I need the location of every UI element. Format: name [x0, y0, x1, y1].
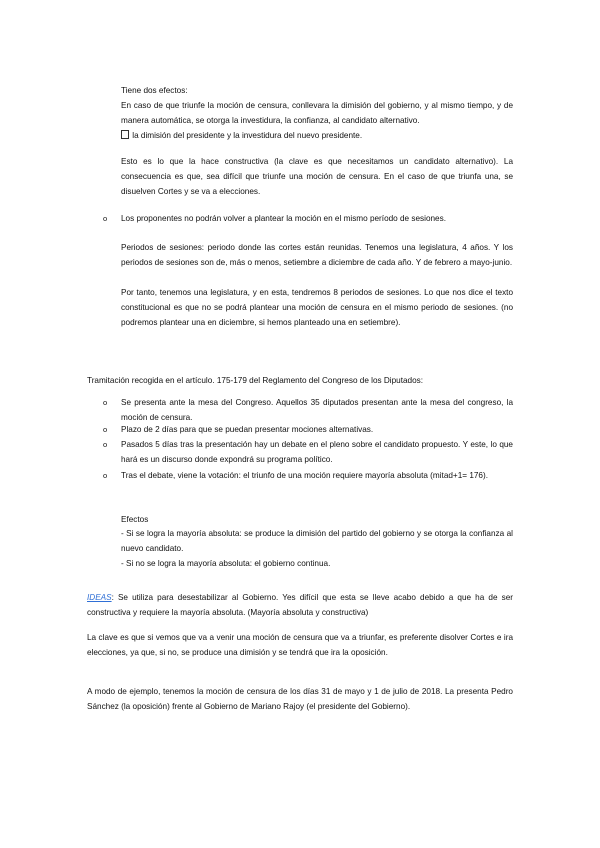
bullet-icon: o: [103, 471, 108, 480]
missing-glyph-box-icon: [121, 130, 129, 139]
effects-box-line-text: la dimisión del presidente y la investidura del nuevo presidente.: [130, 131, 363, 140]
list-item: Tras el debate, viene la votación: el triunfo de una moción requiere mayoría absoluta (mitad+1= 176).: [121, 471, 488, 480]
list-item: Se presenta ante la mesa del Congreso. Aquellos 35 diputados presentan ante la mesa del congreso, la moción de censura.: [121, 398, 513, 423]
efectos-title: Efectos: [121, 515, 149, 524]
list-item: Plazo de 2 días para que se puedan presentar mociones alternativas.: [121, 425, 374, 434]
bullet-icon: o: [103, 398, 108, 407]
ideas-link[interactable]: IDEAS: [87, 593, 112, 602]
ideas-text: : Se utiliza para desestabilizar al Gobierno. Yes difícil que esta se lleve acabo debido a que ha de ser constructiva y requiere la mayoría absoluta. (Mayoría absoluta y constructiva): [87, 593, 513, 618]
constructive-paragraph: Esto es lo que la hace constructiva (la clave es que necesitamos un candidato alternativo). La consecuencia es que, sea difícil que triunfe una moción de censura. En el caso de que triunfa una, se disuelven Cortes y se va a elecciones.: [121, 157, 513, 197]
sessions-paragraph-2: Por tanto, tenemos una legislatura, y en esta, tendremos 8 periodos de sesiones. Lo que nos dice el texto constitucional es que no se podrá plantear una moción de censura en el mismo periodo de sesiones. (no podremos plantear una en diciembre, si hemos planteado una en setiembre).: [121, 288, 513, 328]
efectos-line-2: - Si no se logra la mayoría absoluta: el gobierno continua.: [121, 559, 331, 568]
effects-body: En caso de que triunfe la moción de censura, conllevara la dimisión del gobierno, y al mismo tiempo, y de manera automática, se otorga la investidura, la confianza, al candidato alternativo.: [121, 101, 513, 126]
effects-intro: Tiene dos efectos:: [121, 86, 188, 95]
key-paragraph: La clave es que si vemos que va a venir una moción de censura que va a triunfar, es preferente disolver Cortes e ira elecciones, ya que, si no, se produce una dimisión y se tendrá que ira la oposición.: [87, 633, 513, 658]
bullet-icon: o: [103, 440, 108, 449]
proponents-paragraph: Los proponentes no podrán volver a plantear la moción en el mismo período de sesiones.: [121, 214, 446, 223]
example-paragraph: A modo de ejemplo, tenemos la moción de censura de los días 31 de mayo y 1 de julio de 2018. La presenta Pedro Sánchez (la oposición) frente al Gobierno de Mariano Rajoy (el presidente del Gobierno).: [87, 687, 513, 712]
list-item: Pasados 5 días tras la presentación hay un debate en el pleno sobre el candidato propuesto. Y este, lo que hará es un discurso donde expondrá su programa político.: [121, 440, 513, 465]
efectos-line-1: - Si se logra la mayoría absoluta: se produce la dimisión del partido del gobierno y se otorga la confianza al nuevo candidato.: [121, 529, 513, 554]
sessions-paragraph-1: Periodos de sesiones: periodo donde las cortes están reunidas. Tenemos una legislatura, 4 años. Y los periodos de sesiones son de, más o menos, setiembre a diciembre de cada año. Y de febrero a mayo-junio.: [121, 243, 513, 268]
tramitacion-heading: Tramitación recogida en el artículo. 175-179 del Reglamento del Congreso de los Diputados:: [87, 376, 424, 385]
effects-box-line: [121, 128, 513, 143]
bullet-icon: o: [103, 425, 108, 434]
bullet-icon: o: [103, 214, 108, 223]
ideas-paragraph: [87, 590, 513, 620]
